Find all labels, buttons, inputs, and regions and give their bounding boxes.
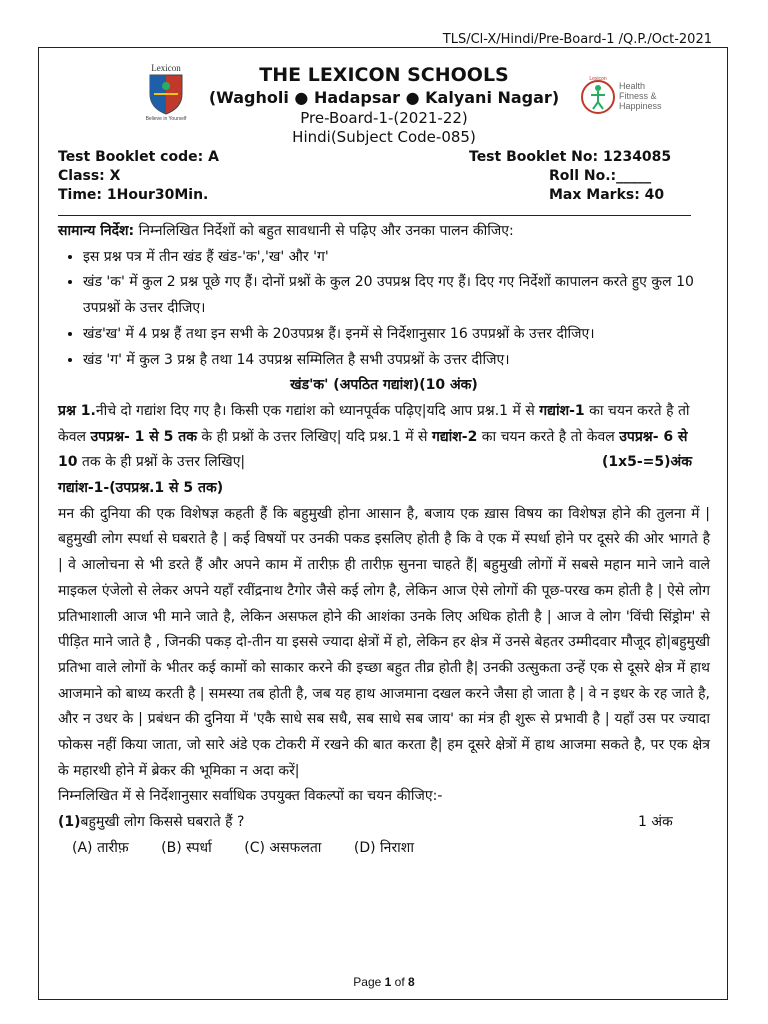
school-title: THE LEXICON SCHOOLS: [259, 64, 509, 86]
answer-options: [58, 836, 710, 862]
logo-text: Lexicon: [151, 63, 181, 73]
question-paper-frame: [38, 47, 728, 1000]
max-marks: Max Marks: 40: [549, 187, 665, 203]
badge-brand: Lexicon: [589, 76, 607, 82]
section-title: खंड'क' (अपठित गद्यांश)(10 अंक): [290, 377, 478, 394]
exam-meta-right: [469, 148, 671, 205]
sub-question-text: बहुमुखी लोग किससे घबराते हैं ?: [80, 814, 245, 831]
badge-line-happiness: Happiness: [619, 101, 662, 111]
current-page: 1: [384, 975, 392, 989]
sub-question-1: [58, 810, 710, 836]
q1-subquestion-range-2: उपप्रश्न- 6 से 10: [58, 428, 688, 471]
page-label: Page: [353, 975, 385, 989]
q1-text: तक के ही प्रश्नों के उत्तर लिखिए|: [77, 454, 246, 471]
question-1-instruction: [58, 399, 710, 476]
choose-instruction: निम्नलिखित में से निर्देशानुसार सर्वाधिक उपयुक्त विकल्पों का चयन कीजिए:-: [58, 788, 443, 805]
school-branches: (Wagholi ● Hadapsar ● Kalyani Nagar): [208, 88, 560, 107]
q1-subquestion-range-1: उपप्रश्न- 1 से 5 तक: [90, 428, 197, 445]
badge-line-fitness: Fitness &: [619, 91, 657, 101]
q1-passage-1: गद्यांश-1: [539, 402, 585, 419]
instruction-item: • खंड 'ग' में कुल 3 प्रश्न है तथा 14 उपप्रश्न सम्मिलित है सभी उपप्रश्नों के उत्तर दीजिए।: [83, 348, 710, 374]
instruction-item: • खंड'ख' में 4 प्रश्न हैं तथा इन सभी के 20उपप्रश्न हैं। इनमें से निर्देशानुसार 16 उपप्रश्नों के उत्तर दीजिए।: [83, 322, 710, 348]
exam-name: Pre-Board-1-(2021-22): [300, 109, 468, 127]
q1-passage-2: गद्यांश-2: [431, 428, 478, 445]
health-fitness-badge: [579, 76, 699, 116]
logo-motto: Believe in Yourself: [145, 116, 187, 122]
subject-name: Hindi(Subject Code-085): [292, 128, 476, 146]
option-d: (D) निराशा: [353, 839, 414, 856]
sub-question-number: (1): [58, 814, 81, 831]
option-b: (B) स्पर्धा: [161, 839, 212, 856]
paper-body: [58, 219, 710, 862]
passage-body: मन की दुनिया की एक विशेषज्ञ कहती हैं कि बहुमुखी होना आसान है, बजाय एक ख़ास विषय का विशेषज्ञ होने की तुलना में | बहुमुखी लोग स्पर्धा से घबराते है | कई विषयों पर उनकी पकड इसलिए होती है कि वे एक में स्पर्धा होने पर दूसरे की ओर भागते है | वे आलोचना से भी डरते हैं और अपने काम में तारीफ़ ही तारीफ़ सुनना चाहते हैं| बहुमुखी लोगों में सबसे महान माने जाने वाले माइकल एंजेलो से लेकर अपने यहाँ रवींद्रनाथ टैगोर जैसे कई लोग है, लेकिन आज ऐसे लोगों की पूछ-परख कम होती है | ऐसे लोग प्रतिभाशाली आज भी माने जाते है, लेकिन असफल होने की आशंका उनके लिए अधिक होती है | आज वे लोग 'विंची सिंड्रोम' से पीड़ित माने जाते है , जिनकी पकड़ दो-तीन या इससे ज्यादा क्षेत्रों में हो, लेकिन हर क्षेत्र में उनसे बेहतर उम्मीदवार मौजूद हो|बहुमुखी प्रतिभा वाले लोगों के भीतर कई कामों को साकार करने की इच्छा बहुत तीव्र होती है| उनकी उत्सुकता उन्हें एक से दूसरे क्षेत्र में हाथ आजमाने को बाध्य करती है | समस्या तब होती है, जब यह हाथ आजमाना दखल करने जैसा हो जाता है | वे न इधर के रह जाते है, और न उधर के | प्रबंधन की दुनिया में 'एकै साधे सब सधै, सब साधे सब जाय' का मंत्र ही शुरू से प्रभावी है | यहाँ उस पर ज्यादा फोकस नहीं किया जाता, जो सारे अंडे एक टोकरी में रखने की बात करता है| हम दूसरे क्षेत्रों में हाथ आजमा सकते है, पर एक क्षेत्र के महारथी होने में ब्रेकर की भूमिका न अदा करें|: [58, 505, 710, 779]
option-a: (A) तारीफ़: [72, 839, 129, 856]
instructions-text: निम्नलिखित निर्देशों को बहुत सावधानी से पढ़िए और उनका पालन कीजिए:: [134, 223, 514, 239]
exam-meta-left: [58, 148, 219, 205]
class-label: Class: X: [58, 168, 121, 184]
instruction-list: [58, 245, 710, 374]
sub-question-marks: 1 अंक: [638, 814, 673, 831]
header-divider: [58, 215, 691, 216]
instruction-item: • खंड 'क' में कुल 2 प्रश्न पूछे गए हैं। दोनों प्रश्नों के कुल 20 उपप्रश्न दिए गए हैं। दिए गए निर्देशों कापालन करते हुए कुल 10 उपप्रश्नों के उत्तर दीजिए।: [83, 270, 710, 321]
total-pages: 8: [408, 975, 415, 989]
instructions-label: सामान्य निर्देश:: [58, 223, 135, 239]
q1-marks: (1x5-=5)अंक: [601, 454, 692, 471]
test-booklet-number: Test Booklet No: 1234085: [469, 149, 672, 165]
roll-number: Roll No.:_____: [549, 168, 652, 184]
q1-label: प्रश्न 1.: [58, 402, 96, 419]
q1-text: नीचे दो गद्यांश दिए गए है। किसी एक गद्यांश को ध्यानपूर्वक पढ़िए|यदि आप प्रश्न.1 में से: [95, 402, 540, 419]
page-of: of: [391, 975, 409, 989]
document-reference-code: TLS/Cl-X/Hindi/Pre-Board-1 /Q.P./Oct-2021: [442, 32, 712, 47]
q1-text: का चयन करते है तो केवल: [477, 428, 620, 445]
test-booklet-code: Test Booklet code: A: [58, 149, 219, 165]
general-instructions: [58, 219, 710, 245]
page-footer: [0, 975, 768, 989]
q1-text: का चयन करते है तो केवल: [58, 402, 690, 445]
passage-title: गद्यांश-1-(उपप्रश्न.1 से 5 तक): [58, 480, 224, 497]
instruction-item: • इस प्रश्न पत्र में तीन खंड हैं खंड-'क','ख' और 'ग': [83, 245, 710, 271]
q1-text: के ही प्रश्नों के उत्तर लिखिए| यदि प्रश्न.1 में से: [196, 428, 432, 445]
badge-line-health: Health: [619, 81, 646, 91]
option-c: (C) असफलता: [244, 839, 322, 856]
time-label: Time: 1Hour30Min.: [58, 187, 209, 203]
